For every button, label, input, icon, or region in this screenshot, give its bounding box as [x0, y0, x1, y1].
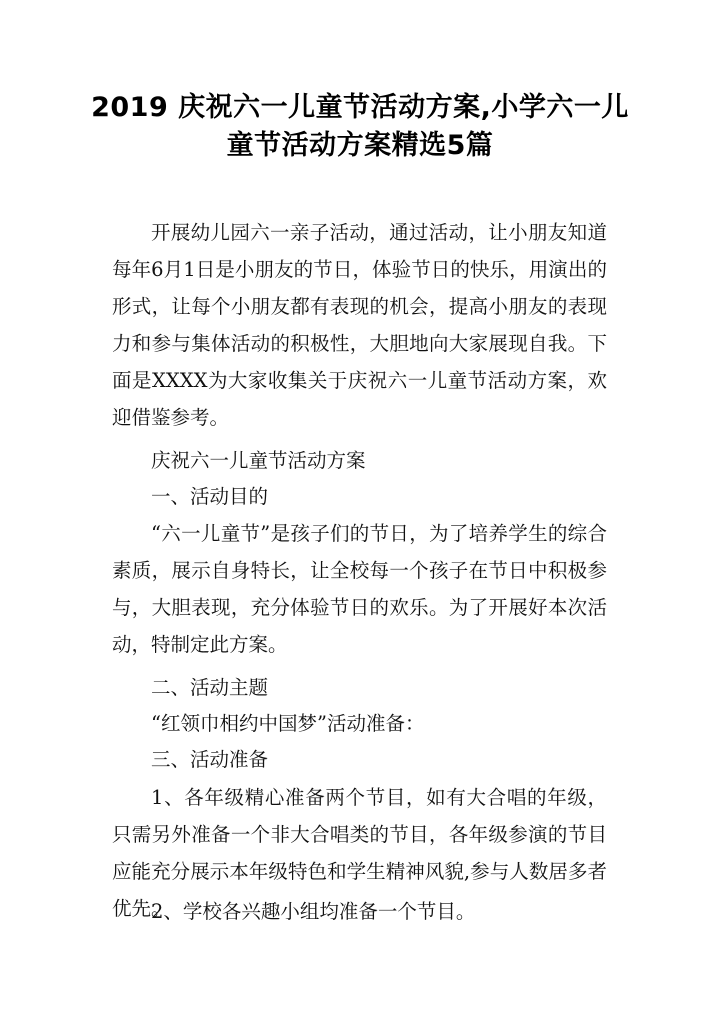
document-title-line-1: 2019 庆祝六一儿童节活动方案,小学六一儿 — [91, 92, 629, 123]
intro-paragraph: 开展幼儿园六一亲子活动，通过活动，让小朋友知道每年6月1日是小朋友的节日，体验节日的快乐，用演出的形式，让每个小朋友都有表现的机会，提高小朋友的表现力和参与集体活动的积极性，大胆地向大家展现自我。下面是XXXX为大家收集关于庆祝六一儿童节活动方案，欢迎借鉴参考。 — [112, 221, 607, 429]
plan-subtitle: 庆祝六一儿童节活动方案 — [151, 449, 366, 472]
section-2-heading: 二、活动主题 — [151, 676, 269, 699]
document-title-line-2: 童节活动方案精选5篇 — [226, 130, 494, 161]
section-3-item-1: 1、各年级精心准备两个节目，如有大合唱的年级，只需另外准备一个非大合唱类的节目，各年级参演的节目应能充分展示本年级特色和学生精神风貌,参与人数居多者优先。 — [112, 786, 607, 920]
section-3-item-2: 2、学校各兴趣小组均准备一个节目。 — [151, 900, 476, 923]
section-1-heading: 一、活动目的 — [151, 485, 269, 508]
section-2-paragraph: “红领巾相约中国梦”活动准备： — [151, 712, 425, 735]
section-1-paragraph: “六一儿童节”是孩子们的节日，为了培养学生的综合素质，展示自身特长，让全校每一个孩子在节日中积极参与，大胆表现，充分体验节日的欢乐。为了开展好本次活动，特制定此方案。 — [112, 522, 607, 656]
section-3-heading: 三、活动准备 — [151, 748, 269, 771]
